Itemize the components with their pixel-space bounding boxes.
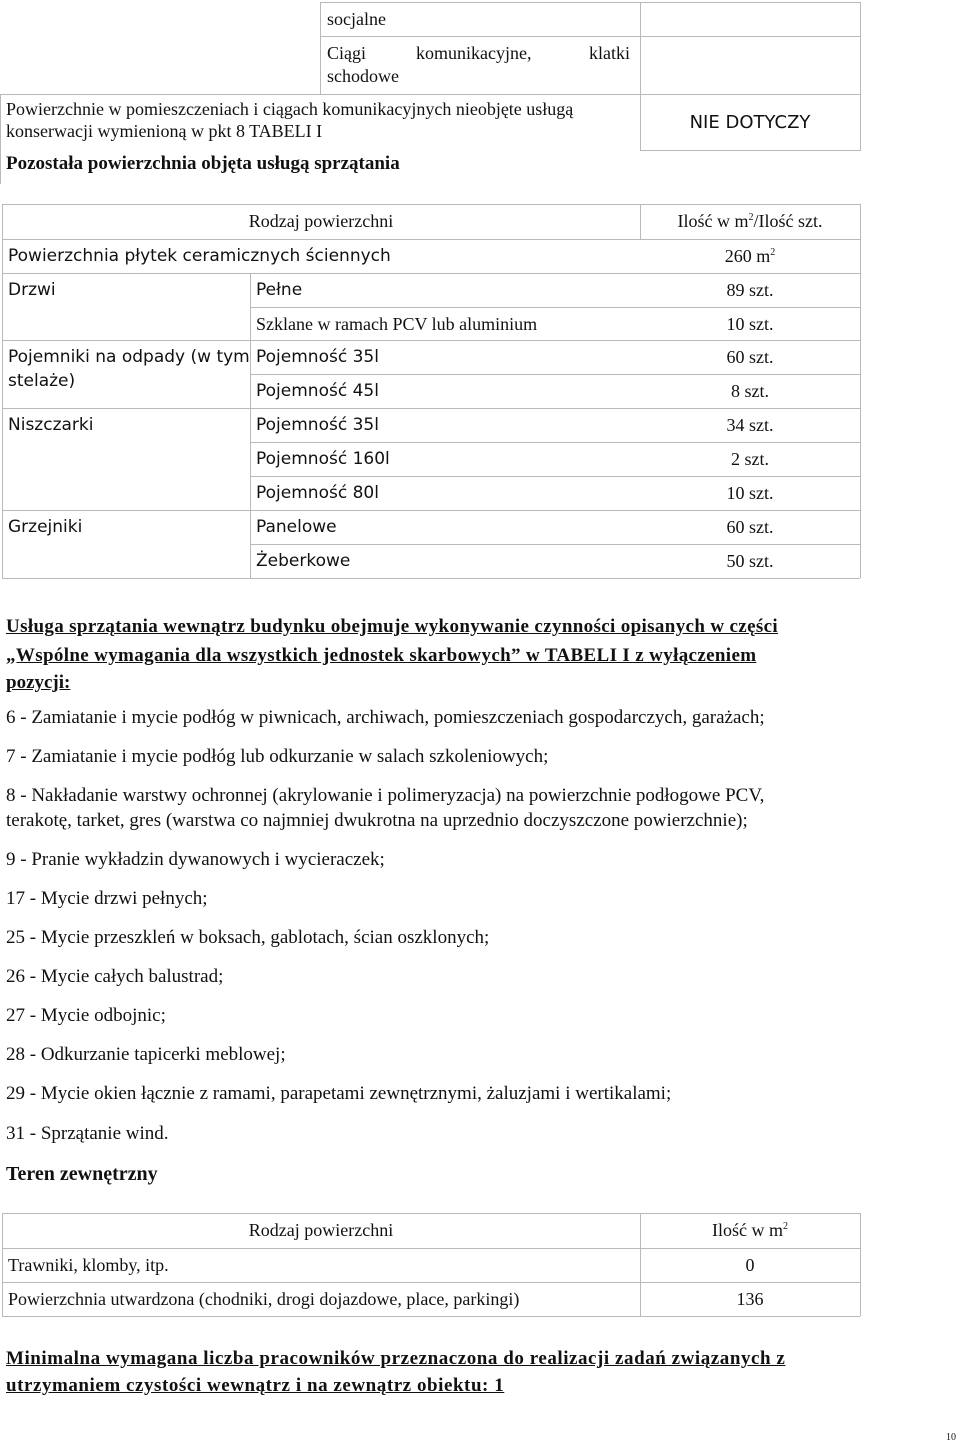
type-label: Pojemność 160l <box>256 449 390 469</box>
usluga-line3: pozycji: <box>6 672 71 693</box>
nie-dotyczy-label: NIE DOTYCZY <box>689 112 811 133</box>
qty-value: 8 szt. <box>731 381 769 401</box>
qty-value: 50 szt. <box>726 551 774 571</box>
list-item: 26 - Mycie całych balustrad; <box>6 966 224 987</box>
qty-value: 10 szt. <box>726 483 774 503</box>
teren-row-value: 136 <box>736 1289 764 1309</box>
list-item: 8 - Nakładanie warstwy ochronnej (akrylowanie i polimeryzacja) na powierzchnie podłogowe PCV, <box>6 785 765 806</box>
teren-header-ilosc: Ilość w $m^2$ <box>712 1220 788 1240</box>
type-label: Pojemność 45l <box>256 381 379 401</box>
pozostala-heading: Pozostała powierzchnia objęta usługą sprzątania <box>6 153 400 174</box>
group-drzwi: Drzwi <box>8 280 56 300</box>
usluga-line2: „Wspólne wymagania dla wszystkich jednostek skarbowych” w TABELI I z wyłączeniem <box>6 645 757 666</box>
list-item: terakotę, tarket, gres (warstwa co najmniej dwukrotna na uprzednio doczyszczone powierzchnie); <box>6 810 748 831</box>
type-label: Pojemność 35l <box>256 347 379 367</box>
type-label: Panelowe <box>256 517 337 537</box>
list-item: 31 - Sprzątanie wind. <box>6 1123 169 1144</box>
schodowe-word: schodowe <box>327 66 399 86</box>
ciagi-word: Ciągi <box>327 43 366 63</box>
type-label: Pełne <box>256 280 303 300</box>
qty-value: 89 szt. <box>726 280 774 300</box>
teren-header-rodzaj: Rodzaj powierzchni <box>248 1220 394 1240</box>
plytki-label: Powierzchnia płytek ceramicznych ściennych <box>8 246 391 266</box>
qty-value: 2 szt. <box>731 449 769 469</box>
qty-value: 60 szt. <box>726 517 774 537</box>
list-item: 27 - Mycie odbojnic; <box>6 1005 166 1026</box>
teren-row-label: Powierzchnia utwardzona (chodniki, drogi dojazdowe, place, parkingi) <box>8 1289 520 1309</box>
list-item: 28 - Odkurzanie tapicerki meblowej; <box>6 1044 286 1065</box>
plytki-value: 260 $m^2$ <box>724 246 776 266</box>
list-item: 9 - Pranie wykładzin dywanowych i wycieraczek; <box>6 849 385 870</box>
komunikacyjne-word: komunikacyjne, <box>416 43 532 63</box>
minimalna-line2: utrzymaniem czystości wewnątrz i na zewnątrz obiektu: 1 <box>6 1375 505 1396</box>
type-label: Pojemność 80l <box>256 483 379 503</box>
teren-heading: Teren zewnętrzny <box>6 1163 158 1185</box>
nieobjete-line2: konserwacji wymienioną w pkt 8 TABELI I <box>6 121 323 141</box>
group-pojemniki-line2: stelaże) <box>8 371 76 391</box>
teren-row-label: Trawniki, klomby, itp. <box>8 1255 169 1275</box>
usluga-line1: Usługa sprzątania wewnątrz budynku obejmuje wykonywanie czynności opisanych w części <box>6 616 779 637</box>
list-item: 7 - Zamiatanie i mycie podłóg lub odkurzanie w salach szkoleniowych; <box>6 746 549 767</box>
qty-value: 34 szt. <box>726 415 774 435</box>
type-label: Żeberkowe <box>256 551 351 571</box>
page-number: 10 <box>946 1432 956 1443</box>
surface-header-rodzaj: Rodzaj powierzchni <box>248 211 394 231</box>
list-item: 25 - Mycie przeszkleń w boksach, gablotach, ścian oszklonych; <box>6 927 490 948</box>
klatki-word: klatki <box>589 43 630 63</box>
list-item: 29 - Mycie okien łącznie z ramami, parapetami zewnętrznymi, żaluzjami i wertikalami; <box>6 1083 672 1104</box>
list-item: 6 - Zamiatanie i mycie podłóg w piwnicach, archiwach, pomieszczeniach gospodarczych, garażach; <box>6 707 765 728</box>
list-item: 17 - Mycie drzwi pełnych; <box>6 888 208 909</box>
socjalne-label: socjalne <box>327 9 386 29</box>
qty-value: 60 szt. <box>726 347 774 367</box>
qty-value: 10 szt. <box>726 314 774 334</box>
minimalna-line1: Minimalna wymagana liczba pracowników przeznaczona do realizacji zadań związanych z <box>6 1348 786 1369</box>
group-grzejniki: Grzejniki <box>8 517 83 537</box>
nieobjete-line1: Powierzchnie w pomieszczeniach i ciągach komunikacyjnych nieobjęte usługą <box>6 99 574 119</box>
type-label: Pojemność 35l <box>256 415 379 435</box>
surface-header-ilosc: Ilość w $m^2$/Ilość szt. <box>677 211 823 231</box>
group-pojemniki: Pojemniki na odpady (w tym <box>8 347 250 367</box>
teren-row-value: 0 <box>745 1255 755 1275</box>
type-label: Szklane w ramach PCV lub aluminium <box>256 314 538 334</box>
group-niszczarki: Niszczarki <box>8 415 94 435</box>
